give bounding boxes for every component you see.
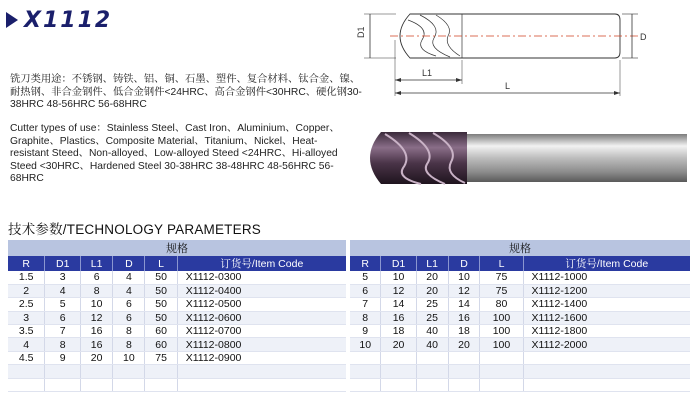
cell: 20	[448, 338, 480, 351]
d1-label: D1	[356, 26, 366, 38]
cell: X1112-1400	[523, 298, 690, 311]
cell: 60	[145, 325, 177, 338]
cell: 4	[8, 338, 45, 351]
cell	[113, 378, 145, 391]
cell: 12	[448, 284, 480, 297]
cell: 4	[45, 284, 81, 297]
cell: 2.5	[8, 298, 45, 311]
cell	[480, 351, 523, 364]
cell: 6	[113, 298, 145, 311]
cell: X1112-0400	[177, 284, 346, 297]
cell: 100	[480, 338, 523, 351]
cell: X1112-1800	[523, 325, 690, 338]
cell: 7	[350, 298, 381, 311]
cell: 50	[145, 271, 177, 284]
cell: 5	[45, 298, 81, 311]
col-r: R	[8, 256, 45, 271]
section-title-technology-parameters: 技术参数/TECHNOLOGY PARAMETERS	[8, 222, 261, 237]
triangle-arrow-icon	[6, 12, 18, 28]
cell: 20	[416, 271, 448, 284]
cell	[448, 351, 480, 364]
tool-dimension-diagram	[350, 0, 690, 112]
cell	[381, 365, 416, 378]
cell: X1112-0300	[177, 271, 346, 284]
col-item-code: 订货号/Item Code	[523, 256, 690, 271]
cell: 1.5	[8, 271, 45, 284]
cell: 3	[45, 271, 81, 284]
usage-description-chinese: 铣刀类用途：不锈钢、铸铁、铝、铜、石墨、塑件、复合材料、钛合金、镍、耐热钢、非合金钢件、低合金钢件<24HRC、高合金钢件<30HRC、硬化钢30-38HRC 48-56HRC 56-68HRC	[10, 74, 362, 111]
cell: 75	[145, 351, 177, 364]
cell	[416, 378, 448, 391]
col-l: L	[145, 256, 177, 271]
cell: 8	[113, 338, 145, 351]
product-title	[6, 6, 112, 34]
cell: 100	[480, 325, 523, 338]
usage-description-english: Cutter types of use：Stainless Steel、Cast Iron、Aluminium、Copper、Graphite、Plastics、Composite Material、Titanium、Nickel、Heat-resistant Steed、Non-alloyed、Low-alloyed Steed <24HRC、Hi-alloyed Steed <30HRC、Hardened Steel 30-38HRC 38-48HRC 48-56HRC 56-68HRC	[10, 123, 340, 185]
cell	[480, 365, 523, 378]
table-row	[350, 311, 690, 324]
cell	[480, 378, 523, 391]
cell: 20	[81, 351, 113, 364]
cell: 4	[113, 271, 145, 284]
table-row	[8, 284, 346, 297]
col-d: D	[448, 256, 480, 271]
cell: 80	[480, 298, 523, 311]
cell	[45, 378, 81, 391]
cell: 10	[81, 298, 113, 311]
cell: 10	[381, 271, 416, 284]
l-label: L	[505, 81, 511, 91]
cell: 12	[81, 311, 113, 324]
cell: 8	[45, 338, 81, 351]
cell	[81, 378, 113, 391]
cell: 6	[45, 311, 81, 324]
cell: 75	[480, 271, 523, 284]
table-row	[350, 298, 690, 311]
table-row	[350, 351, 690, 364]
cell: 12	[381, 284, 416, 297]
product-code-title: X1112	[24, 7, 113, 33]
col-r: R	[350, 256, 381, 271]
cell	[381, 378, 416, 391]
end-mill-product-image	[355, 118, 690, 206]
cell: X1112-2000	[523, 338, 690, 351]
table-row	[8, 365, 346, 378]
cell	[523, 365, 690, 378]
table-row	[8, 271, 346, 284]
col-d: D	[113, 256, 145, 271]
cell: X1112-0600	[177, 311, 346, 324]
col-l1: L1	[81, 256, 113, 271]
cell: 9	[45, 351, 81, 364]
cell: 9	[350, 325, 381, 338]
table-row	[8, 325, 346, 338]
col-l: L	[480, 256, 523, 271]
cell: 50	[145, 311, 177, 324]
cell: 50	[145, 298, 177, 311]
col-d1: D1	[381, 256, 416, 271]
cell: 25	[416, 298, 448, 311]
cell: X1112-1600	[523, 311, 690, 324]
cell	[113, 365, 145, 378]
table-row	[350, 338, 690, 351]
parameters-table-left	[8, 240, 346, 392]
cell	[448, 378, 480, 391]
cell	[416, 351, 448, 364]
cell: 4.5	[8, 351, 45, 364]
cell: 18	[448, 325, 480, 338]
cell: X1112-0900	[177, 351, 346, 364]
cell	[350, 351, 381, 364]
table-row	[8, 378, 346, 391]
table-row	[8, 311, 346, 324]
cell: 10	[350, 338, 381, 351]
cell	[145, 365, 177, 378]
cell	[350, 365, 381, 378]
cell	[177, 365, 346, 378]
cell: 6	[113, 311, 145, 324]
cell	[81, 365, 113, 378]
parameters-table-right	[350, 240, 690, 392]
cell: X1112-0700	[177, 325, 346, 338]
cell: X1112-0500	[177, 298, 346, 311]
cell: 6	[81, 271, 113, 284]
cell	[350, 378, 381, 391]
cell: 16	[81, 325, 113, 338]
cell: 60	[145, 338, 177, 351]
cell: 16	[381, 311, 416, 324]
cell: 50	[145, 284, 177, 297]
cell: 10	[448, 271, 480, 284]
cell: 8	[81, 284, 113, 297]
d-label: D	[640, 32, 647, 42]
cell: 100	[480, 311, 523, 324]
cell	[381, 351, 416, 364]
cell: 16	[81, 338, 113, 351]
cell	[416, 365, 448, 378]
cell: 10	[113, 351, 145, 364]
table-row	[350, 284, 690, 297]
col-d1: D1	[45, 256, 81, 271]
cell	[8, 378, 45, 391]
table-row	[350, 378, 690, 391]
l1-label: L1	[422, 68, 433, 78]
table-row	[350, 365, 690, 378]
cell: 20	[416, 284, 448, 297]
table-row	[8, 338, 346, 351]
cell: 75	[480, 284, 523, 297]
cell: 4	[113, 284, 145, 297]
cell	[523, 351, 690, 364]
group-header: 规格	[8, 240, 346, 256]
cell: 20	[381, 338, 416, 351]
cell: X1112-0800	[177, 338, 346, 351]
cell: 8	[113, 325, 145, 338]
cell: 16	[448, 311, 480, 324]
cell: 3	[8, 311, 45, 324]
cell	[8, 365, 45, 378]
cell: X1112-1000	[523, 271, 690, 284]
col-item-code: 订货号/Item Code	[177, 256, 346, 271]
cell: 7	[45, 325, 81, 338]
cell: 2	[8, 284, 45, 297]
cell	[45, 365, 81, 378]
cell: 40	[416, 325, 448, 338]
cell: 14	[381, 298, 416, 311]
cell: X1112-1200	[523, 284, 690, 297]
cell: 8	[350, 311, 381, 324]
cell: 14	[448, 298, 480, 311]
table-row	[8, 298, 346, 311]
cell: 5	[350, 271, 381, 284]
cell: 18	[381, 325, 416, 338]
table-row	[350, 271, 690, 284]
cell	[177, 378, 346, 391]
cell	[448, 365, 480, 378]
group-header: 规格	[350, 240, 690, 256]
cell: 6	[350, 284, 381, 297]
table-row	[350, 325, 690, 338]
cell: 40	[416, 338, 448, 351]
cell	[523, 378, 690, 391]
cell: 25	[416, 311, 448, 324]
cell	[145, 378, 177, 391]
table-row	[8, 351, 346, 364]
col-l1: L1	[416, 256, 448, 271]
cell: 3.5	[8, 325, 45, 338]
